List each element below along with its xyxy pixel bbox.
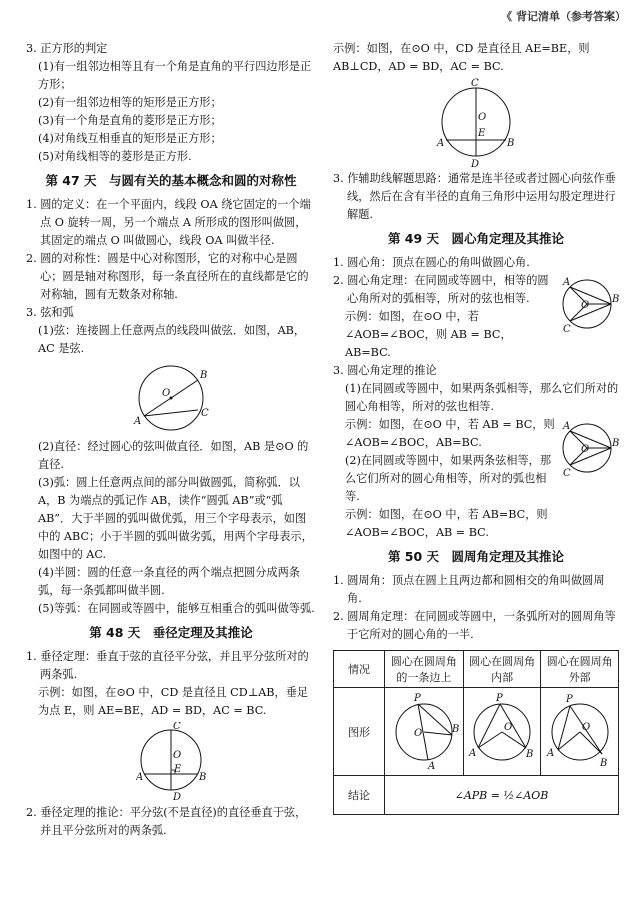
semicircle-def: (4)半圆：圆的任意一条直径的两个端点把圆分成两条弧，每一条弧都叫做半圆. — [38, 566, 300, 597]
svg-text:B: B — [507, 138, 515, 149]
central-angle-def: 1. 圆心角：顶点在圆心的角叫做圆心角. — [333, 256, 530, 269]
svg-text:A: A — [469, 748, 477, 759]
corollary-figure — [333, 78, 619, 168]
central-angle-theorem-block — [333, 272, 619, 362]
square-item: (1)有一组邻边相等且有一个角是直角的平行四边形是正方形； — [38, 60, 312, 91]
svg-text:C: C — [563, 324, 571, 335]
inscribed-angle-theorem: 2. 圆周角定理：在同圆或等圆中，一条弧所对的圆周角等于它所对的圆心角的一半. — [333, 610, 616, 641]
central-angle-figure — [555, 272, 619, 336]
svg-text:B: B — [199, 772, 206, 783]
central-angle-theorem: 2. 圆心角定理：在同圆或等圆中，相等的圆心角所对的弧相等，所对的弦也相等. — [333, 274, 549, 305]
svg-text:O: O — [173, 750, 182, 761]
svg-text:P: P — [413, 693, 421, 704]
figure-center-outside — [541, 688, 619, 776]
svg-text:O: O — [162, 388, 171, 399]
square-item: (4)对角线互相垂直的矩形是正方形； — [38, 132, 222, 145]
day47-title: 第 47 天 与圆有关的基本概念和圆的对称性 — [45, 173, 297, 188]
figure-center-inside — [463, 688, 541, 776]
circle-symmetry: 2. 圆的对称性：圆是中心对称图形，它的对称中心是圆心；圆是轴对称图形，每一条直径所在的直线都是它的对称轴，圆有无数条对称轴. — [26, 252, 309, 301]
circle-definition: 1. 圆的定义：在一个平面内，线段 OA 绕它固定的一个端点 O 旋转一周，另一个端点 A 所形成的图形叫做圆，其固定的端点 O 叫做圆心，线段 OA 叫做半径. — [26, 198, 311, 247]
corollary-figure-2 — [555, 416, 619, 480]
svg-text:B: B — [200, 370, 208, 381]
corollary-arcs-example: 示例：如图，在⊙O 中，若 AB = BC，则∠AOB=∠BOC，AB=BC. — [345, 418, 555, 449]
corollary-chords-example: 示例：如图，在⊙O 中，若 AB=BC，则∠AOB=∠BOC，AB = BC. — [345, 508, 548, 539]
perpendicular-diameter-figure — [26, 722, 316, 802]
svg-text:B: B — [599, 758, 608, 769]
svg-text:O: O — [478, 112, 487, 123]
chord-figure — [26, 360, 316, 436]
svg-text:E: E — [478, 128, 486, 139]
perpendicular-diameter-theorem: 1. 垂径定理：垂直于弦的直径平分弦，并且平分弦所对的两条弧. — [26, 650, 309, 681]
table-row-figure-label: 图形 — [334, 688, 385, 776]
corollary-arcs: (1)在同圆或等圆中，如果两条弧相等，那么它们所对的圆心角相等，所对的弦也相等. — [345, 382, 619, 413]
svg-text:D: D — [173, 792, 182, 802]
svg-text:O: O — [504, 722, 513, 733]
table-header-situation: 情况 — [334, 651, 385, 688]
inscribed-angle-table — [333, 650, 619, 815]
theorem-corollary: 2. 垂径定理的推论：平分弦(不是直径)的直径垂直于弦，并且平分弦所对的两条弧. — [26, 806, 307, 837]
table-header-on-side: 圆心在圆周角的一条边上 — [385, 651, 464, 688]
table-conclusion: ∠APB = ½∠AOB — [385, 776, 619, 815]
day48-title: 第 48 天 垂径定理及其推论 — [89, 625, 253, 640]
svg-text:O: O — [581, 444, 590, 455]
chord-def: (1)弦：连接圆上任意两点的线段叫做弦．如图，AB，AC 是弦. — [38, 324, 306, 355]
svg-text:B: B — [451, 724, 460, 735]
arc-def: (3)弧：圆上任意两点间的部分叫做圆弧，简称弧．以 A，B 为端点的弧记作 AB，读作“圆弧 AB”或“弧 AB”．大于半圆的弧叫做优弧，用三个字母表示，如图中的 ABC；小于半圆的弧叫做劣弧，用两个字母表示，如图中的 AC. — [38, 476, 313, 561]
svg-text:B: B — [612, 294, 619, 305]
svg-text:C: C — [471, 78, 479, 89]
square-title: 3. 正方形的判定 — [26, 42, 108, 55]
day50-title: 第 50 天 圆周角定理及其推论 — [387, 549, 565, 564]
svg-text:A: A — [136, 772, 144, 783]
diameter-def: (2)直径：经过圆心的弦叫做直径．如图，AB 是⊙O 的直径. — [38, 440, 309, 471]
svg-text:O: O — [581, 722, 590, 733]
svg-text:P: P — [565, 694, 573, 705]
svg-text:P: P — [496, 693, 503, 704]
square-item: (5)对角线相等的菱形是正方形. — [38, 150, 192, 163]
central-angle-example: 示例：如图，在⊙O 中，若∠AOB=∠BOC，则 AB = BC，AB=BC. — [345, 310, 512, 359]
svg-text:A: A — [563, 421, 571, 432]
svg-text:O: O — [413, 728, 423, 739]
square-item: (3)有一个角是直角的菱形是正方形； — [38, 114, 222, 127]
table-header-outside: 圆心在圆周角外部 — [541, 651, 619, 688]
svg-text:A: A — [563, 277, 571, 288]
corollary-arcs-block — [333, 416, 619, 506]
svg-text:D: D — [471, 159, 480, 168]
left-column — [26, 40, 316, 840]
right-column — [333, 40, 619, 815]
svg-text:C: C — [173, 722, 181, 732]
inscribed-angle-def: 1. 圆周角：顶点在圆上且两边都和圆相交的角叫做圆周角. — [333, 574, 605, 605]
corollary-chords: (2)在同圆或等圆中，如果两条弦相等，那么它们所对的圆心角相等，所对的弧也相等. — [345, 454, 552, 503]
svg-text:A: A — [427, 761, 436, 770]
svg-text:E: E — [174, 764, 182, 775]
table-header-inside: 圆心在圆周角内部 — [463, 651, 541, 688]
corollary-example: 示例：如图，在⊙O 中，CD 是直径且 AE=BE，则 AB⊥CD，AD = BD，AC = BC. — [333, 42, 590, 73]
svg-text:A: A — [134, 416, 142, 427]
figure-center-on-side — [385, 688, 464, 776]
central-angle-corollary-title: 3. 圆心角定理的推论 — [333, 364, 437, 377]
chord-arc-title: 3. 弦和弧 — [26, 306, 74, 319]
svg-text:B: B — [612, 438, 619, 449]
equal-arc-def: (5)等弧：在同圆或等圆中，能够互相重合的弧叫做等弧. — [38, 602, 315, 615]
svg-text:A: A — [546, 748, 554, 759]
svg-text:A: A — [437, 138, 445, 149]
table-row-conclusion-label: 结论 — [334, 776, 385, 815]
svg-text:B: B — [526, 749, 534, 760]
auxiliary-line-tip: 3. 作辅助线解题思路：通常是连半径或者过圆心向弦作垂线，然后在含有半径的直角三角形中运用勾股定理进行解题. — [333, 172, 616, 221]
svg-text:C: C — [201, 408, 209, 419]
svg-text:C: C — [563, 468, 571, 479]
theorem-example: 示例：如图，在⊙O 中，CD 是直径且 CD⊥AB，垂足为点 E，则 AE=BE，AD = BD，AC = BC. — [38, 686, 309, 717]
day49-title: 第 49 天 圆心角定理及其推论 — [387, 231, 565, 246]
page-header: 《 背记清单（参考答案） — [501, 10, 626, 23]
svg-text:O: O — [581, 300, 590, 311]
square-item: (2)有一组邻边相等的矩形是正方形； — [38, 96, 222, 109]
